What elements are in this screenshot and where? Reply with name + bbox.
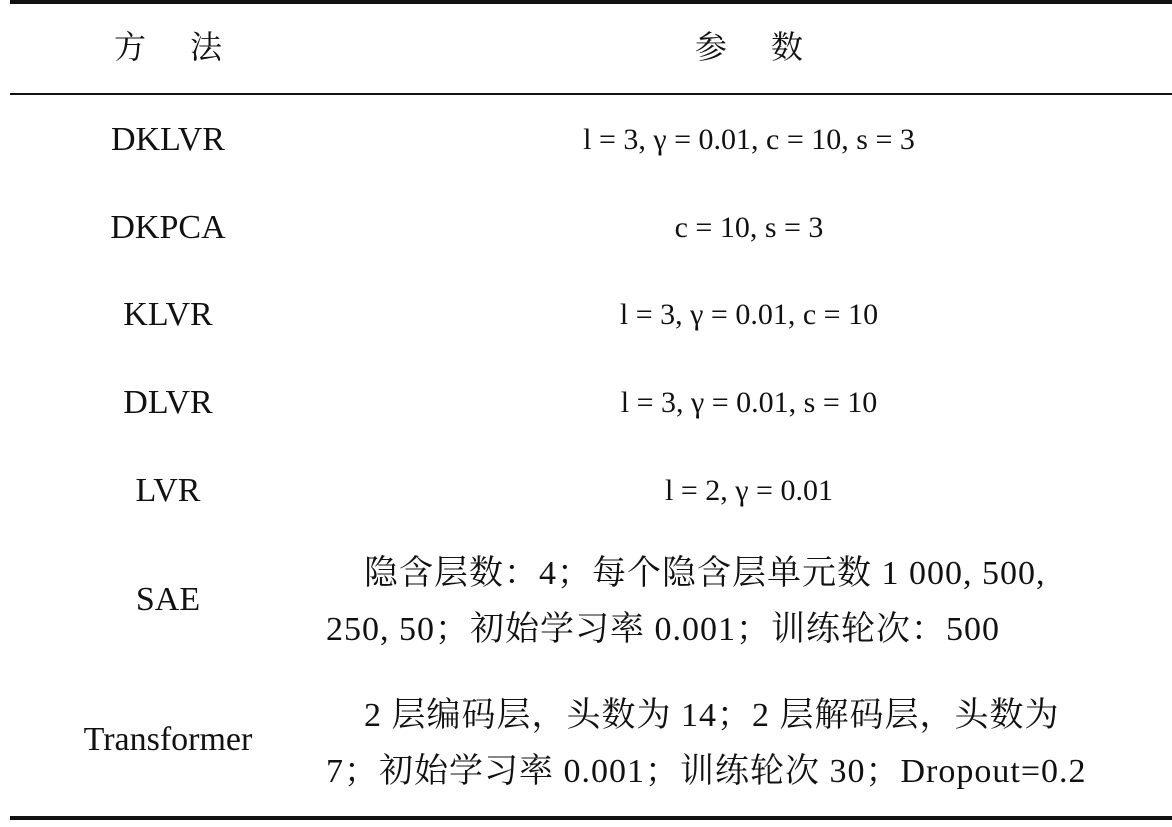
table-row-method: KLVR bbox=[123, 296, 213, 333]
table-row-method: LVR bbox=[135, 472, 201, 509]
table-bottom-rule bbox=[10, 816, 1172, 820]
table-row-params bbox=[326, 546, 1172, 658]
table-row-method: DKPCA bbox=[110, 209, 226, 246]
table-row-method: DLVR bbox=[123, 384, 213, 421]
params-line-1: 2 层编码层，头数为 14；2 层解码层，头数为 bbox=[364, 697, 1060, 734]
params-line-2: 250, 50；初始学习率 0.001；训练轮次：500 bbox=[326, 611, 1000, 648]
header-method: 方 法 bbox=[113, 29, 223, 65]
params-line-2: 7；初始学习率 0.001；训练轮次 30；Dropout=0.2 bbox=[326, 753, 1087, 790]
table-header-rule bbox=[10, 93, 1172, 95]
params-line-1: 隐含层数：4；每个隐含层单元数 1 000, 500, bbox=[364, 555, 1046, 592]
table-row-params: l = 3, γ = 0.01, c = 10 bbox=[619, 298, 879, 331]
table-row-params bbox=[326, 688, 1172, 800]
table-top-rule bbox=[10, 0, 1172, 4]
table-row-params: c = 10, s = 3 bbox=[674, 211, 824, 244]
header-params: 参 数 bbox=[694, 29, 804, 65]
table-row-params: l = 3, γ = 0.01, s = 10 bbox=[620, 386, 878, 419]
table-row-method: SAE bbox=[135, 581, 201, 618]
table-row-method: Transformer bbox=[83, 721, 253, 758]
table-row-params: l = 2, γ = 0.01 bbox=[665, 474, 833, 507]
table-row-method: DKLVR bbox=[111, 121, 225, 158]
table-row-params: l = 3, γ = 0.01, c = 10, s = 3 bbox=[583, 123, 915, 156]
